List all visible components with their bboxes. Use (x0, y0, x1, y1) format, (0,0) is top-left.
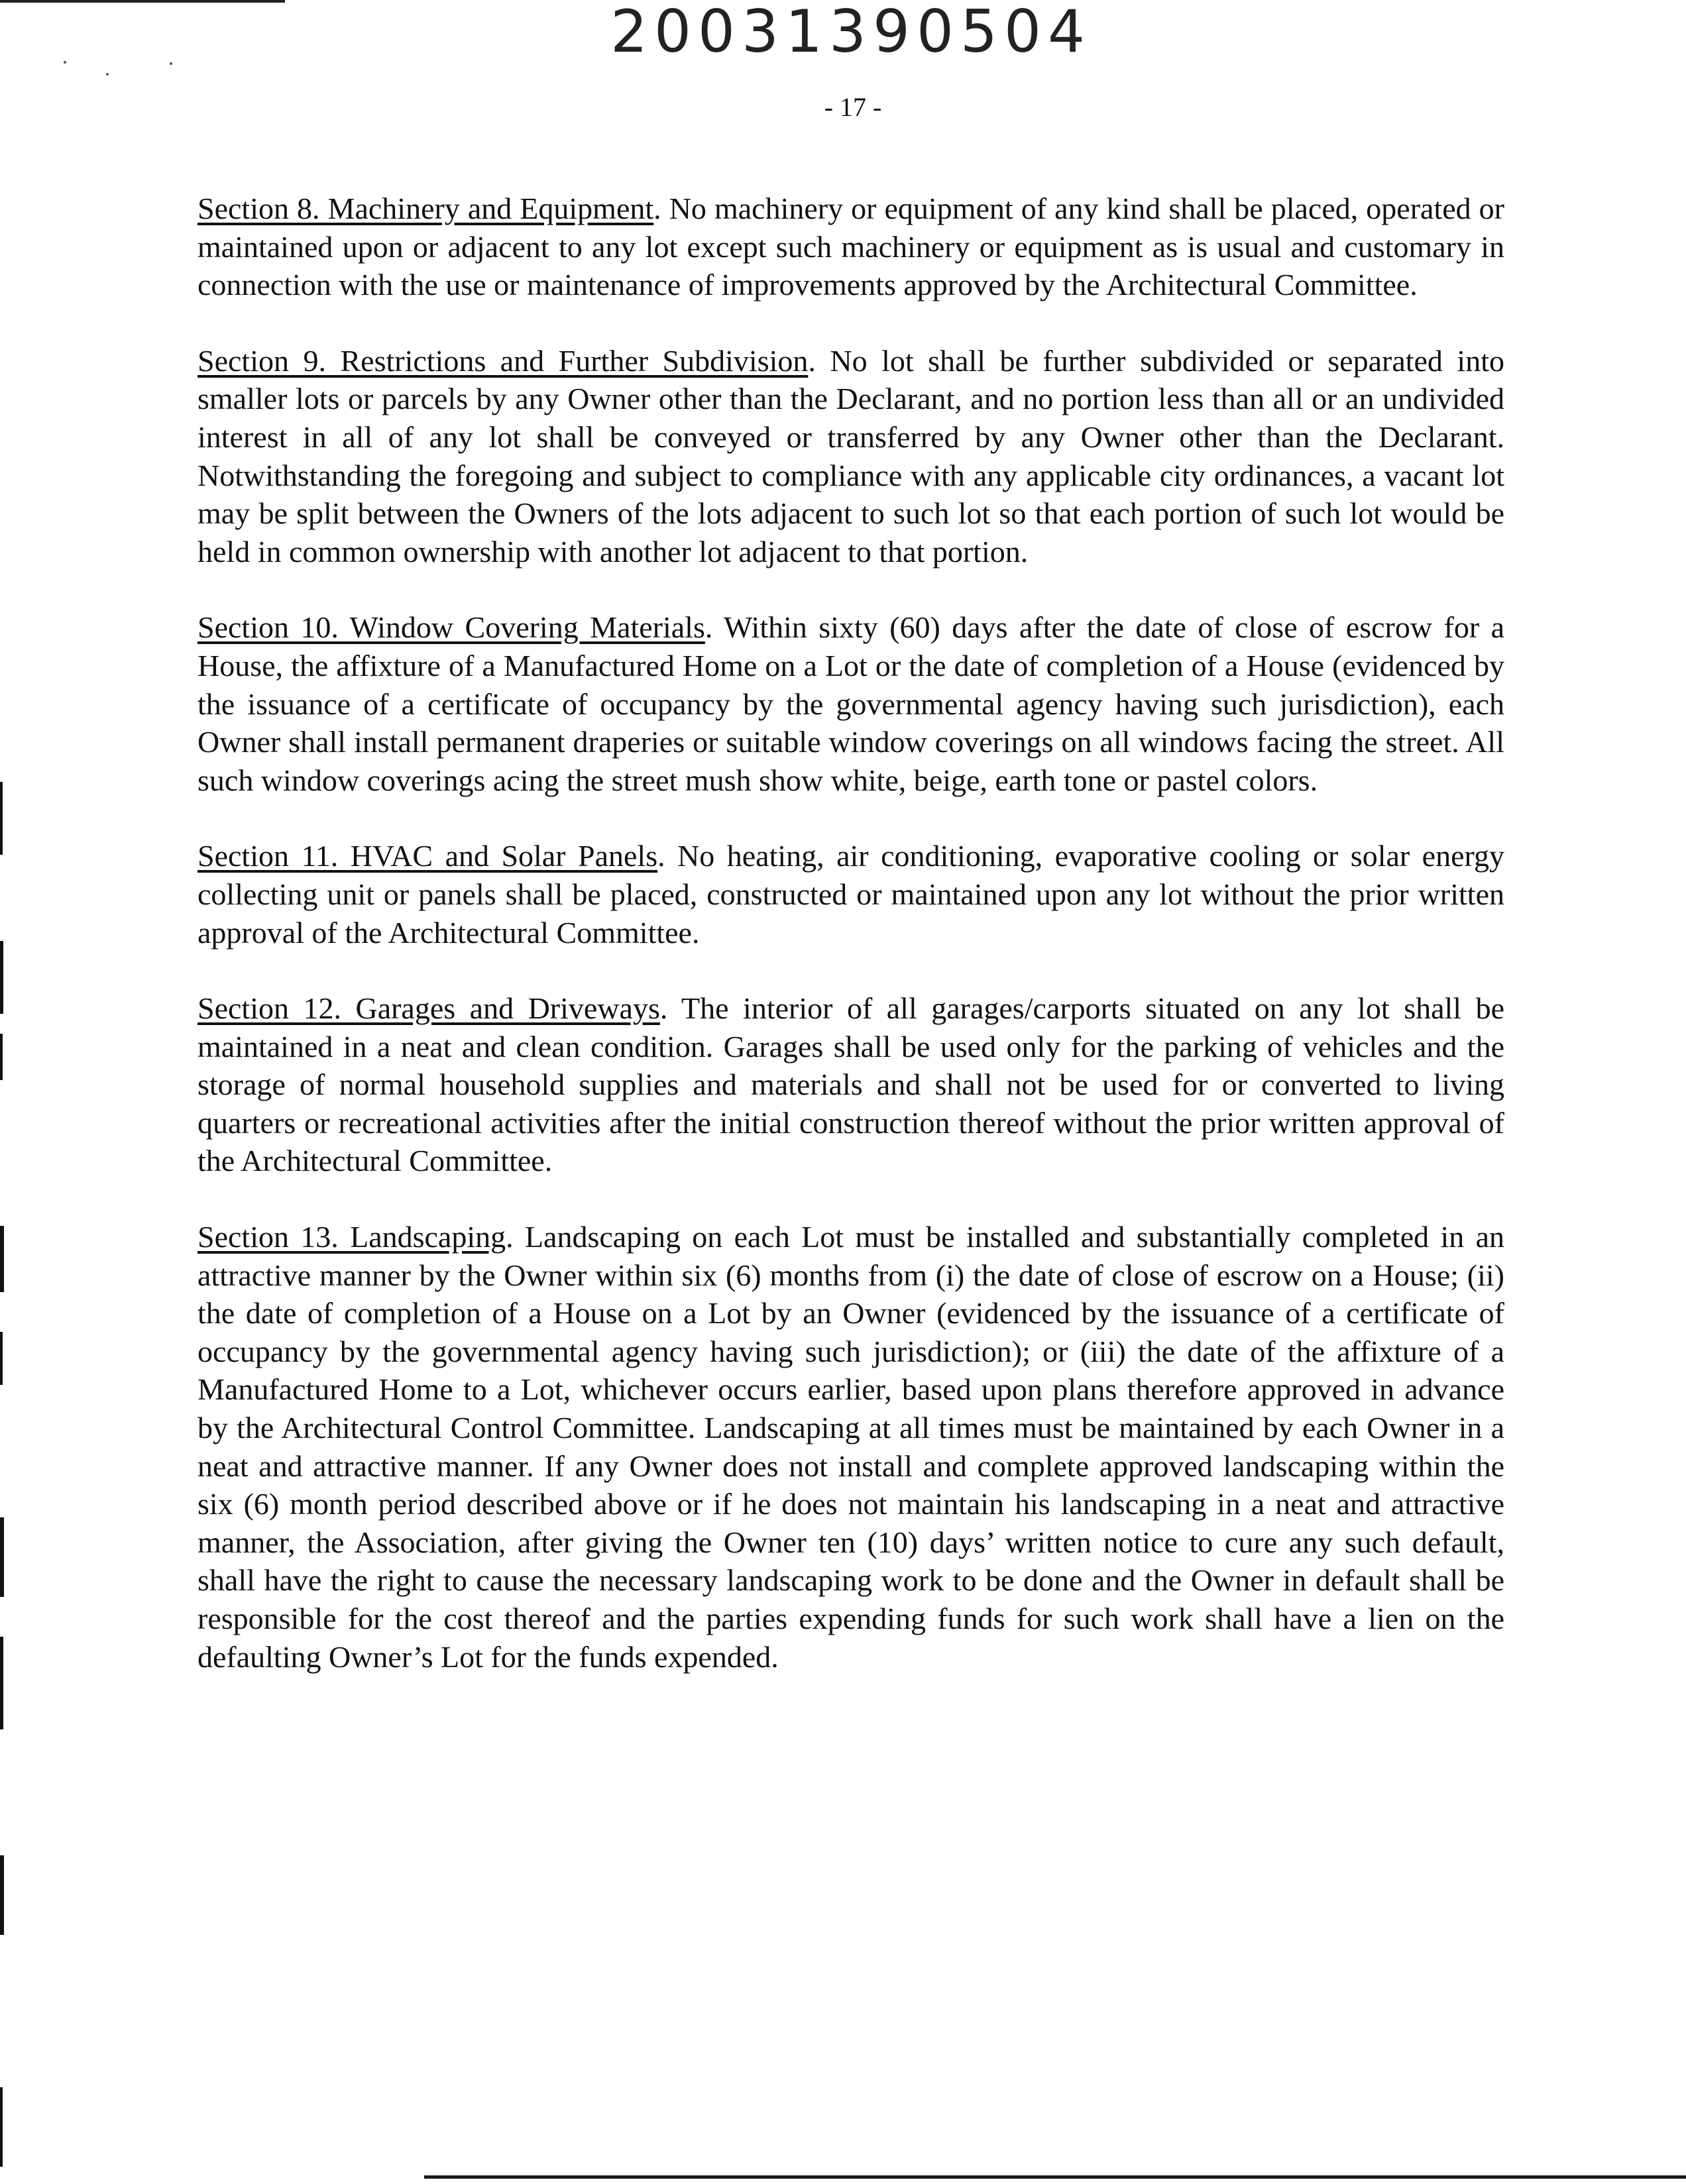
document-number: 20031390504 (610, 0, 1092, 66)
scan-edge-mark (0, 1637, 3, 1729)
section-heading: Section 12. Garages and Driveways (197, 991, 660, 1026)
section-body: . Landscaping on each Lot must be installed and substantially completed in an attractive manner by the Owner within six (6) months from (i) the date of close of escrow on a House; (ii) the date of completion of a House on a Lot by an Owner (evidenced by the issuance of a certificate of occupancy by the governmental agency having such jurisdiction); or (iii) the date of the affixture of a Manufactured Home to a Lot, whichever occurs earlier, based upon plans therefore approved in advance by the Architectural Control Committee. Landscaping at all times must be maintained by each Owner in a neat and attractive manner. If any Owner does not install and complete approved landscaping within the six (6) month period described above or if he does not maintain his landscaping in a neat and attractive manner, the Association, after giving the Owner ten (10) days’ written notice to cure any such default, shall have the right to cause the necessary landscaping work to be done and the Owner in default shall be responsible for the cost thereof and the parties expending funds for such work shall have a lien on the defaulting Owner’s Lot for the funds expended. (197, 1220, 1505, 1674)
scan-edge-mark (0, 1226, 4, 1292)
section-13 (197, 1218, 1504, 1676)
section-heading: Section 13. Landscaping (197, 1220, 506, 1254)
section-heading: Section 10. Window Covering Materials (197, 610, 705, 645)
section-10 (197, 608, 1504, 799)
scan-edge-mark (0, 782, 3, 855)
page-number: - 17 - (824, 92, 882, 122)
section-heading: Section 9. Restrictions and Further Subdivision (197, 343, 809, 378)
section-8 (197, 190, 1504, 304)
section-body: . No heating, air conditioning, evaporative cooling or solar energy collecting unit or panels shall be placed, constructed or maintained upon any lot without the prior written approval of the Architectural Committee. (197, 839, 1505, 950)
section-body: . The interior of all garages/carports situated on any lot shall be maintained in a neat and clean condition. Garages shall be used only for the parking of vehicles and the storage of normal household supplies and materials and shall not be used for or converted to living quarters or recreational activities after the initial construction thereof without the prior written approval of the Architectural Committee. (197, 991, 1504, 1178)
section-body: . Within sixty (60) days after the date of close of escrow for a House, the affixture of a Manufactured Home on a Lot or the date of completion of a House (evidenced by the issuance of a certificate of occupancy by the governmental agency having such jurisdiction), each Owner shall install permanent draperies or suitable window coverings on all windows facing the street. All such window coverings acing the street mush show white, beige, earth tone or pastel colors. (197, 610, 1504, 797)
scan-edge-mark (0, 941, 3, 1014)
section-12 (197, 989, 1504, 1180)
scan-edge-mark (0, 1855, 4, 1935)
section-11 (197, 837, 1504, 952)
document-body (197, 190, 1504, 1714)
section-heading: Section 8. Machinery and Equipment (197, 191, 654, 225)
section-body: . No lot shall be further subdivided or separated into smaller lots or parcels by any Owner other than the Declarant, and no portion less than all or an undivided interest in all of any lot shall be conveyed or transferred by any Owner other than the Declarant. Notwithstanding the foregoing and subject to compliance with any applicable city ordinances, a vacant lot may be split between the Owners of the lots adjacent to such lot so that each portion of such lot would be held in common ownership with another lot adjacent to that portion. (197, 343, 1504, 569)
scan-speck (106, 73, 109, 76)
scan-edge-mark (0, 1034, 3, 1080)
section-heading: Section 11. HVAC and Solar Panels (197, 839, 658, 873)
scan-speck (64, 61, 66, 64)
section-9 (197, 342, 1504, 571)
scan-edge-mark (0, 2087, 3, 2167)
scan-edge-mark (0, 1332, 3, 1385)
scan-speck (170, 62, 172, 65)
bottom-edge-rule (424, 2175, 1686, 2179)
scan-edge-mark (0, 1517, 4, 1597)
section-body: . No machinery or equipment of any kind shall be placed, operated or maintained upon or adjacent to any lot except such machinery or equipment as is usual and customary in connection with the use or maintenance of improvements approved by the Architectural Committee. (197, 191, 1504, 302)
